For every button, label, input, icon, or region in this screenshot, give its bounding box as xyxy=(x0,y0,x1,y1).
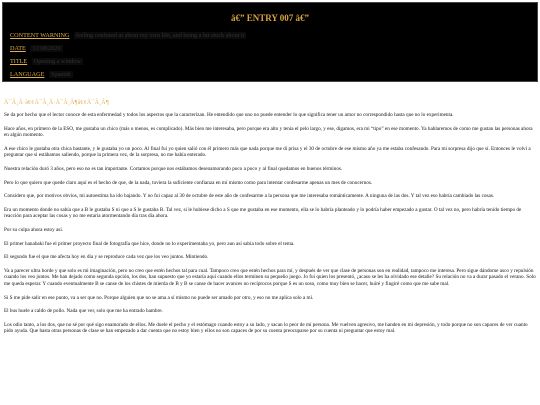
entry-body xyxy=(4,112,536,342)
entry-title: â€” ENTRY 007 â€” xyxy=(230,13,310,23)
title-label: TITLE xyxy=(10,58,28,65)
language-row xyxy=(10,69,73,80)
date-label: DATE xyxy=(10,45,26,52)
paragraph: El segundo fue el que me afecta hoy en día y se reproduce cada vez que los veo juntos. Mintiendo. xyxy=(4,254,209,261)
paragraph: Nuestra relación duró 3 años, pero eso no es tan importante. Cortamos porque nos estábamos desenamorando poco a poco y al final quedamos en buenos términos. xyxy=(4,165,343,172)
paragraph: Era un momento donde no sabía que a B le gustaba S ni que a S le gustaba B. Tal vez, si le hubiese dicho a S que me gustaba en ese momento, ella se lo habría planteado y lo podría haber empezado a gustar. O tal vez no, pero habría tenido tiempo de reacción para aceptar las cosas y no me estaría atormentando día tras día ahora. xyxy=(4,206,522,220)
paragraph: Considero que, por motivos obvios, mi autoestima ha ido bajando. Y no fui capaz al 30 de octubre de este año de confesarme a la persona que me interesaba románticamente. A ninguna de las dos. Y tal vez eso habría cambiado las cosas. xyxy=(4,193,495,200)
paragraph: El primer hanabaki fue el primer proyecto final de fotografía que hice, donde no lo experimentaba yo, pero aun así sabía todo sobre el tema. xyxy=(4,240,295,247)
date-value: 31/08/2020 xyxy=(32,45,61,52)
paragraph: El bus huele a caldo de pollo. Nada que ver, solo que me ha entrado hambre. xyxy=(4,308,163,315)
paragraph: Va a parecer ultra borde y que solo es mi imaginación, pero no creo que estén hechos tal para cual. Tampoco creo que estén hechos para mí, y después de ver que clase de personas son en realidad, tampoco me interesa. Pero sigue dándome asco y repulsión cuando los veo juntos. Me han dejado como segunda opción, los dos, han supuesto que yo estaría aquí cuando ellos terminen su pequeño juego. Jo fui quien los presentó, ¿acaso se les ha olvidado ese detalle? Su relación no va a durar pasado el verano. Solo me queda esperar. Y cuando eventualmente B se canse de los chistes de mierda de B y B se canse de hacer avances no recíprocos porque S es un soso, como muy bien se hacer, huiré y fingiré como que me sabe mal. xyxy=(4,267,536,287)
paragraph: Hace años, en primero de la ESO, me gustaba un chico (más o menos, es complicado). Más bien me interesaba, pero porque era alto y tenía el pelo largo, y ese, digamos, era mi “tipo” en ese momento. Ya hablaremos de como me gustan las personas ahora en algún momento. xyxy=(4,125,533,139)
section-divider: Ã¯Â¸Â·â€¢Ã¯Â¸Â·Ã¯Â¸Â¶â€¢Ã¯Â¸Â¶ xyxy=(4,100,109,106)
language-value: Spanish xyxy=(50,71,71,78)
paragraph: A ese chico le gustaba otra chica bastante, y le gustaba yo un poco. Al final fui yo quien salió con él primero más que nada porque me di prisa y el 30 de octubre de ese mismo año ya me estaba confesando. Para mi sorpresa dijo que sí. Entonces le volví a preguntar que si estábamos saliendo, porque la primera vez, de la sorpresa, no me había enterado. xyxy=(4,145,531,159)
date-row xyxy=(10,43,63,54)
paragraph: Si S me pide salir en ese punto, va a ser que no. Porque alguien que no se ama a sí mismo no puede ser amado por otro, y eso no me aplica solo a mí. xyxy=(4,294,314,301)
entry-header xyxy=(2,2,538,82)
content-warning-value: feeling confused at about my own life, and being a bit stuck about it xyxy=(75,32,245,39)
content-warning-row xyxy=(10,30,246,41)
paragraph: Por su culpa ahora estoy así. xyxy=(4,226,64,233)
content-warning-label: CONTENT WARNING xyxy=(10,32,70,39)
paragraph: Pero lo que quiero que quede claro aquí es el hecho de que, de la nada, tuviera la suficiente confianza en mí mismo como para intentar confesarme apenas un mes de conocernos. xyxy=(4,179,373,186)
paragraph: Se da por hecho que el lector conoce de esta enfermedad y todos los aspectos que la caracterizan. He entendido que uno no puede entender lo que significa tener un amor no correspondido hasta que no lo experimenta. xyxy=(4,112,454,118)
paragraph: Los odio tanto, a los dos, que no sé por qué sigo enamorado de ellos. Me duele el pecho y el estómago cuando estoy a su lado, y sacan lo peor de mí persona. Me vuelven agresivo, me handen en mi depresión, y todo porque no son capaces de ver cuanto pido ayuda. Que hasta otras personas de clase se han empezado a dar cuenta que no estoy bien y ellos no son capaces de por su cuenta preocuparse por su cuenta ni preguntar que estoy mal. xyxy=(4,321,528,335)
title-row xyxy=(10,56,83,67)
title-value: Opening a window xyxy=(33,58,81,65)
language-label: LANGUAGE xyxy=(10,71,45,78)
